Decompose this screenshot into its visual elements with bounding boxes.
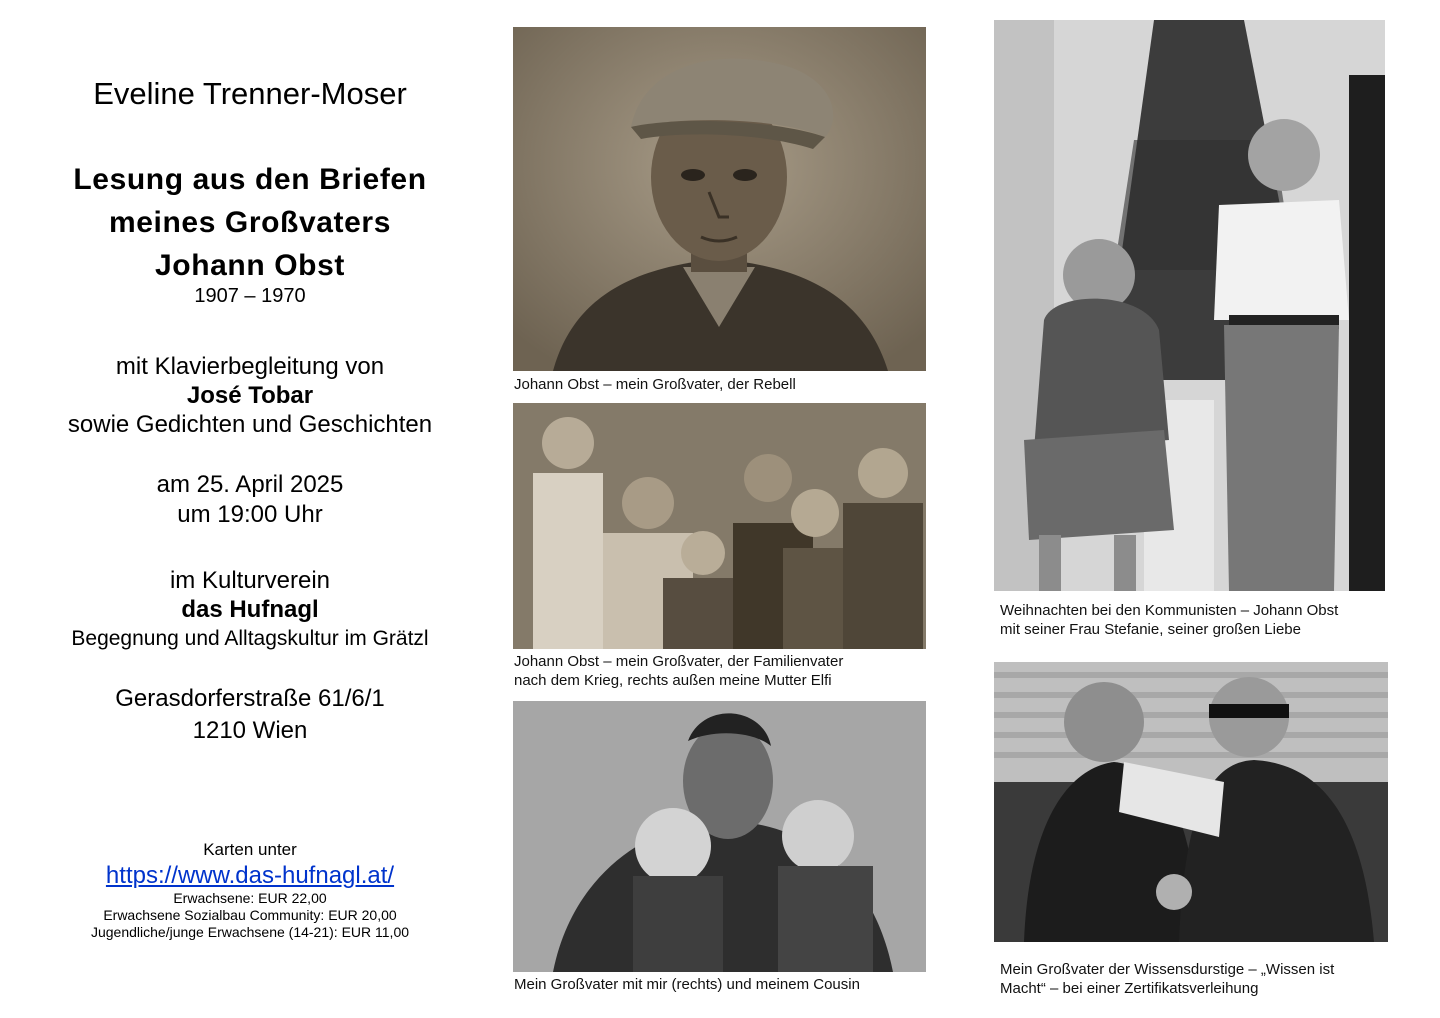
family-photo <box>513 403 926 649</box>
venue-tagline: Begegnung und Alltagskultur im Grätzl <box>71 627 429 650</box>
price-adults: Erwachsene: EUR 22,00 <box>173 890 327 906</box>
family-caption-line-2: nach dem Krieg, rechts außen meine Mutter Elfi <box>514 672 832 689</box>
address-city: 1210 Wien <box>192 717 308 744</box>
certificate-caption-line-2: Macht“ – bei einer Zertifikatsverleihung <box>1000 980 1259 997</box>
music-info <box>30 352 470 439</box>
music-extra: sowie Gedichten und Geschichten <box>67 411 433 438</box>
tickets-link[interactable]: https://www.das-hufnagl.at/ <box>105 862 395 889</box>
price-community: Erwachsene Sozialbau Community: EUR 20,00 <box>103 907 397 923</box>
music-intro: mit Klavierbegleitung von <box>115 353 385 380</box>
pianist-name: José Tobar <box>186 382 314 409</box>
family-caption-line-1: Johann Obst – mein Großvater, der Familienvater <box>514 653 844 670</box>
venue-address <box>30 683 470 747</box>
address-street: Gerasdorferstraße 61/6/1 <box>115 685 385 712</box>
christmas-caption <box>1000 601 1410 639</box>
title-line-1: Lesung aus den Briefen <box>73 163 427 196</box>
grandchildren-caption: Mein Großvater mit mir (rechts) und meinem Cousin <box>514 976 860 993</box>
venue-name: das Hufnagl <box>181 596 319 623</box>
venue-info <box>30 566 470 653</box>
author-name: Eveline Trenner-Moser <box>93 76 407 111</box>
title-line-2: meines Großvaters <box>109 206 391 239</box>
event-title <box>30 158 470 287</box>
title-line-3: Johann Obst <box>155 249 345 282</box>
event-date: am 25. April 2025 <box>156 471 344 498</box>
portrait-caption: Johann Obst – mein Großvater, der Rebell <box>514 376 796 393</box>
event-datetime <box>30 470 470 530</box>
christmas-photo <box>994 20 1385 591</box>
certificate-photo <box>994 662 1388 942</box>
portrait-photo <box>513 27 926 371</box>
grandchildren-photo <box>513 701 926 972</box>
ticket-info <box>30 840 470 941</box>
event-time: um 19:00 Uhr <box>177 501 323 528</box>
certificate-caption-line-1: Mein Großvater der Wissensdurstige – „Wissen ist <box>1000 961 1335 978</box>
price-youth: Jugendliche/junge Erwachsene (14-21): EUR 11,00 <box>90 924 410 940</box>
certificate-caption <box>1000 960 1410 998</box>
christmas-caption-line-1: Weihnachten bei den Kommunisten – Johann Obst <box>1000 602 1339 619</box>
tickets-label: Karten unter <box>203 840 297 859</box>
venue-intro: im Kulturverein <box>169 567 331 594</box>
life-years: 1907 – 1970 <box>194 285 306 307</box>
christmas-caption-line-2: mit seiner Frau Stefanie, seiner großen Liebe <box>1000 621 1301 638</box>
family-caption <box>514 652 934 690</box>
